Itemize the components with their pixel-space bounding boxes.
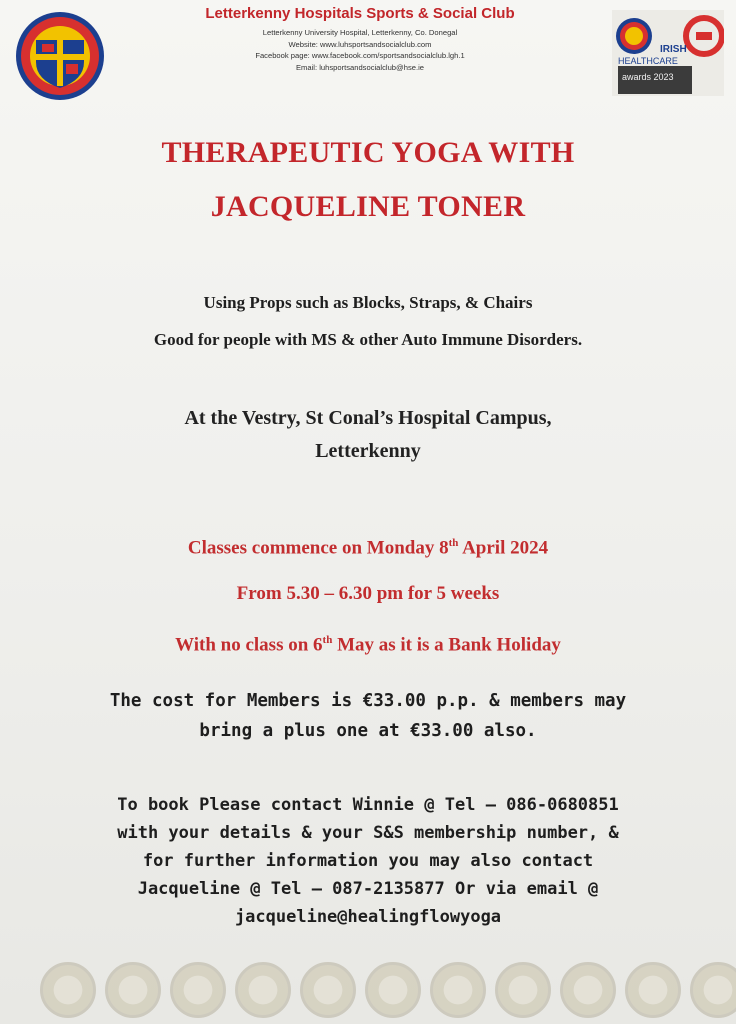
booking-contact [20,791,716,931]
venue-line-2: Letterkenny [315,440,421,462]
start-date: Classes commence on Monday 8th April 2024 [187,537,549,559]
crest-icon [300,962,356,1018]
award-line-2: HEALTHCARE [618,56,678,66]
venue [20,402,716,468]
props-line-2: Good for people with MS & other Auto Immune Disorders. [153,330,583,349]
props-line-1: Using Props such as Blocks, Straps, & Chairs [203,293,533,312]
award-line-1: IRISH [660,44,687,55]
venue-line-1: At the Vestry, St Conal’s Hospital Campus, [184,407,552,429]
club-website: Website: www.luhsportsandsocialclub.com [288,39,432,49]
crest-icon [495,962,551,1018]
contact-line-4: Jacqueline @ Tel – 087-2135877 Or via email @ [137,879,599,899]
award-line-3: awards 2023 [622,72,674,82]
contact-line-1: To book Please contact Winnie @ Tel – 086-0680851 [117,795,619,815]
crest-icon [560,962,616,1018]
event-title-line-2: JACQUELINE TONER [210,190,526,223]
club-crest-logo [14,10,106,102]
crest-icon [690,962,736,1018]
contact-line-2: with your details & your S&S membership number, & [117,823,619,843]
class-time: From 5.30 – 6.30 pm for 5 weeks [236,583,500,605]
contact-line-3: for further information you may also contact [142,851,594,871]
crest-icon [235,962,291,1018]
footer-crest-watermark [40,962,720,1024]
bank-holiday-note: With no class on 6th May as it is a Bank Holiday [175,634,561,656]
crest-icon [365,962,421,1018]
event-title-line-1: THERAPEUTIC YOGA WITH [161,136,575,169]
crest-icon [625,962,681,1018]
club-name: Letterkenny Hospitals Sports & Social Club [205,5,515,22]
crest-icon [105,962,161,1018]
healthcare-award-badge [612,10,724,96]
club-facebook: Facebook page: www.facebook.com/sportsandsocialclub.lgh.1 [255,51,465,61]
cost-info [20,686,716,746]
crest-icon [170,962,226,1018]
props-description [20,284,716,358]
schedule [20,520,716,669]
crest-icon [40,962,96,1018]
club-email: Email: luhsportsandsocialclub@hse.ie [295,62,424,72]
cost-line-1: The cost for Members is €33.00 p.p. & members may [109,691,627,711]
cost-line-2: bring a plus one at €33.00 also. [199,721,537,741]
crest-icon [430,962,486,1018]
contact-line-5: jacqueline@healingflowyoga [234,907,502,927]
club-address: Letterkenny University Hospital, Letterkenny, Co. Donegal [262,28,458,37]
club-contact-details [160,27,560,73]
